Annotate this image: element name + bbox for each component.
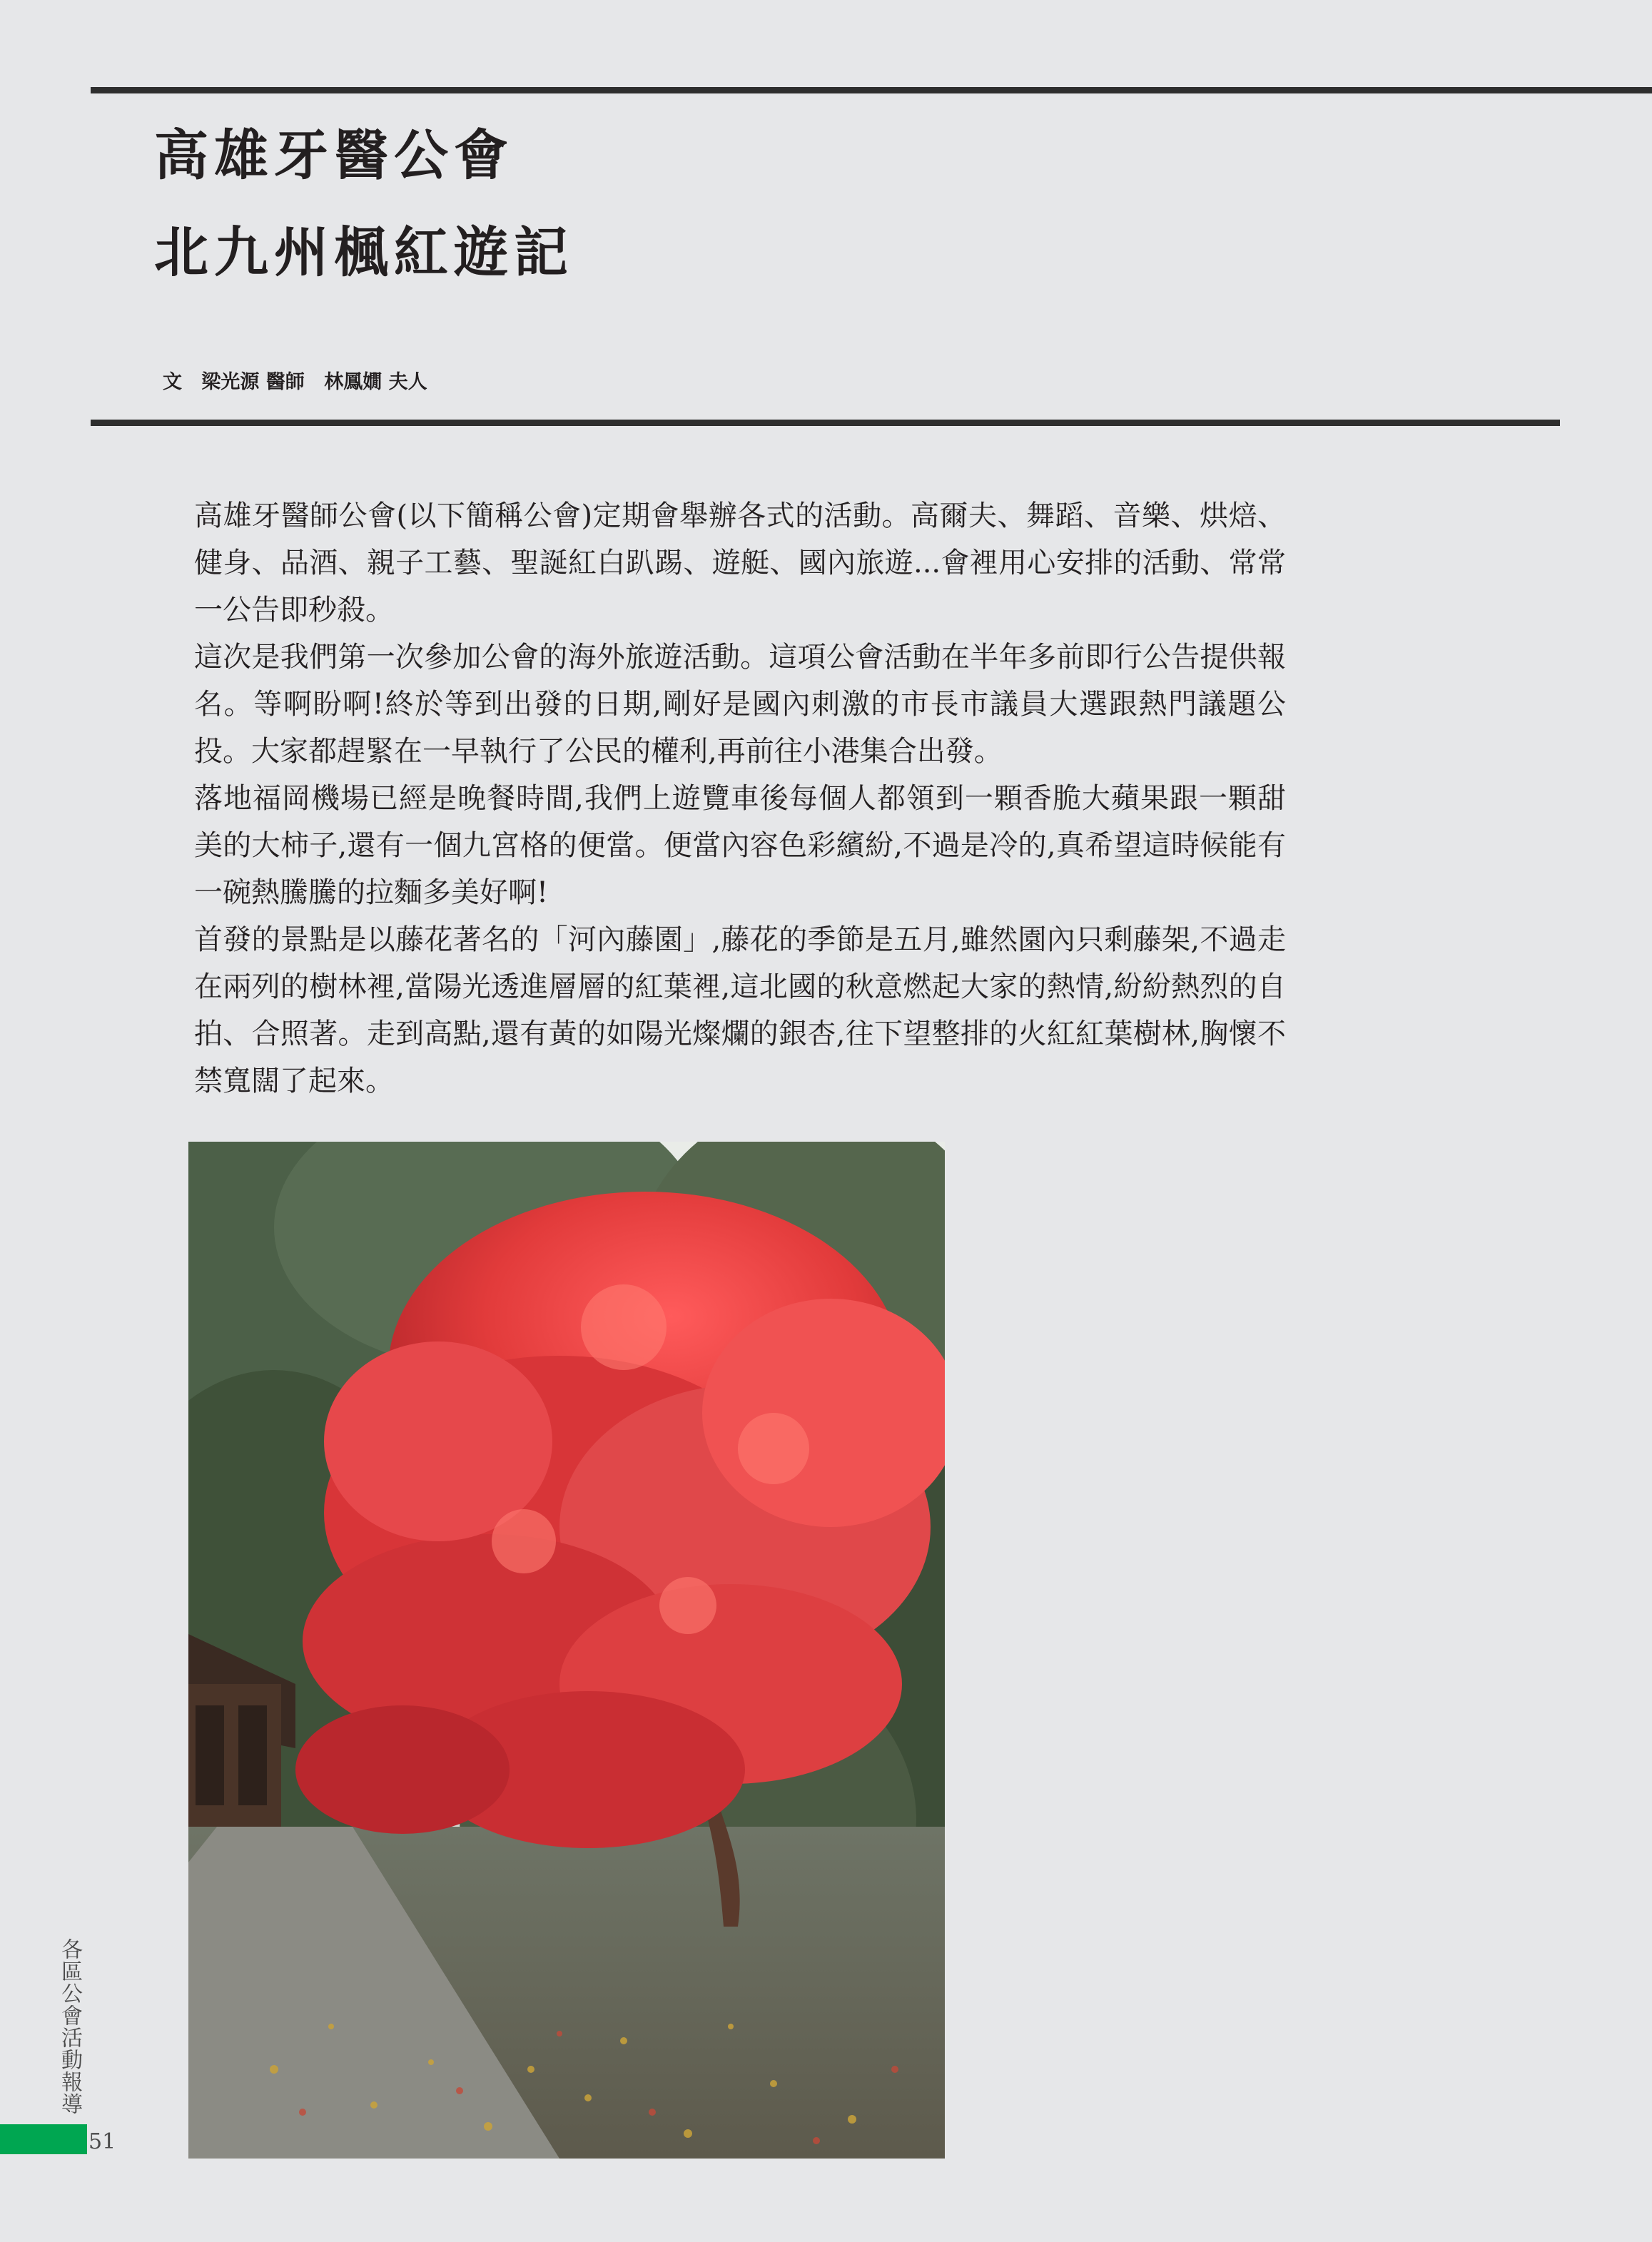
header-rule bbox=[91, 420, 1560, 426]
paragraph-1: 高雄牙醫師公會(以下簡稱公會)定期會舉辦各式的活動。高爾夫、舞蹈、音樂、烘焙、健身、品酒、親子工藝、聖誕紅白趴踢、遊艇、國內旅遊...會裡用心安排的活動、常常一公告即秒殺。 bbox=[194, 499, 1286, 627]
top-rule bbox=[91, 87, 1652, 93]
paragraph-4: 首發的景點是以藤花著名的「河內藤園」,藤花的季節是五月,雖然園內只剩藤架,不過走在兩列的樹林裡,當陽光透進層層的紅葉裡,這北國的秋意燃起大家的熱情,紛紛熱烈的自拍、合照著。走到高點,還有黃的如陽光燦爛的銀杏,往下望整排的火紅紅葉樹林,胸懷不禁寬闊了起來。 bbox=[194, 923, 1286, 1097]
page-tab-accent bbox=[0, 2124, 87, 2154]
maple-tree-photo bbox=[188, 1142, 945, 2159]
page-number: 51 bbox=[88, 2129, 116, 2154]
section-label: 各區公會活動報導 bbox=[57, 1938, 82, 2115]
paragraph-3: 落地福岡機場已經是晚餐時間,我們上遊覽車後每個人都領到一顆香脆大蘋果跟一顆甜美的大柿子,還有一個九宮格的便當。便當內容色彩繽紛,不過是冷的,真希望這時候能有一碗熱騰騰的拉麵多美好啊! bbox=[194, 782, 1286, 909]
byline-author-1: 梁光源 醫師 bbox=[201, 371, 305, 393]
paragraph-2: 這次是我們第一次參加公會的海外旅遊活動。這項公會活動在半年多前即行公告提供報名。等啊盼啊!終於等到出發的日期,剛好是國內刺激的市長市議員大選跟熱門議題公投。大家都趕緊在一早執行了公民的權利,再前往小港集合出發。 bbox=[194, 641, 1286, 768]
title-line-2: 北九州楓紅遊記 bbox=[154, 220, 574, 284]
maple-tree-illustration bbox=[188, 1142, 945, 2159]
byline bbox=[163, 368, 440, 397]
byline-author-2: 林鳳嫺 夫人 bbox=[324, 371, 427, 393]
article-body bbox=[194, 492, 1286, 1105]
article-title bbox=[154, 107, 574, 301]
title-line-1: 高雄牙醫公會 bbox=[154, 123, 514, 187]
byline-prefix: 文 bbox=[163, 371, 182, 393]
